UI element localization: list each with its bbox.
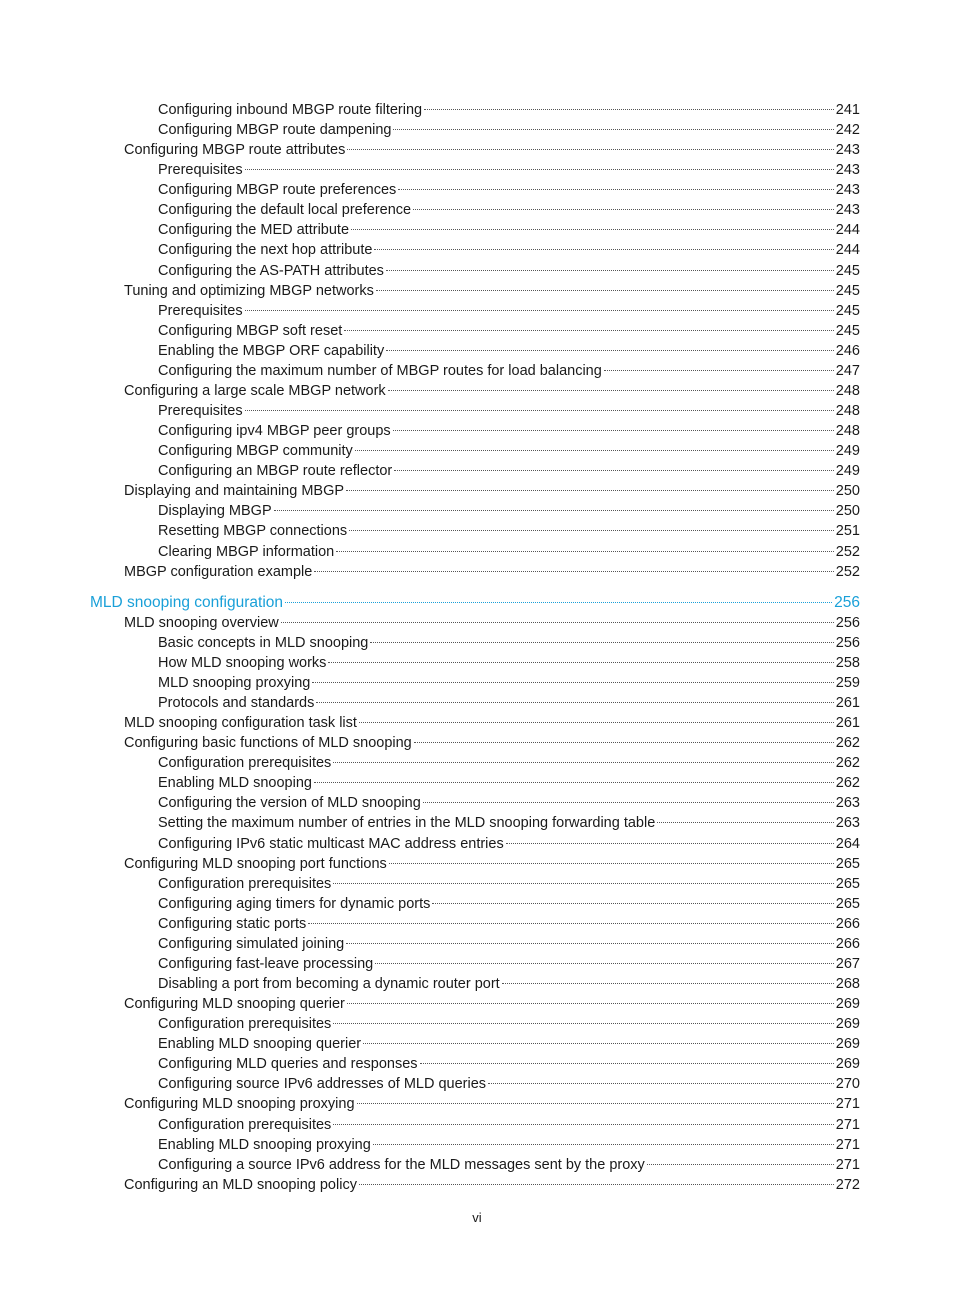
dot-leader	[312, 682, 833, 683]
toc-entry-link[interactable]	[124, 481, 860, 501]
toc-entry-link[interactable]	[158, 673, 860, 693]
toc-page-number: 265	[835, 855, 860, 872]
toc-page-number: 247	[835, 362, 860, 379]
toc-entry-title: Configuring the maximum number of MBGP routes for load balancing	[158, 362, 602, 379]
toc-page-number: 248	[835, 423, 860, 440]
toc-entry-link[interactable]	[124, 994, 860, 1014]
toc-entry-title: Enabling MLD snooping proxying	[158, 1136, 371, 1153]
dot-leader	[363, 1043, 834, 1044]
toc-entry-link[interactable]	[158, 1135, 860, 1155]
toc-page-number: 263	[835, 815, 860, 832]
toc-entry-link[interactable]	[158, 361, 860, 381]
toc-entry-title: Basic concepts in MLD snooping	[158, 634, 369, 651]
toc-page-number: 263	[835, 795, 860, 812]
toc-entry-title: Configuring simulated joining	[158, 935, 345, 952]
toc-entry-link[interactable]	[158, 653, 860, 673]
toc-page-number: 250	[835, 503, 860, 520]
toc-entry-title: Protocols and standards	[158, 695, 315, 712]
toc-entry-link[interactable]	[158, 1014, 860, 1034]
toc-page-number: 256	[834, 593, 860, 611]
toc-page-number: 262	[835, 775, 860, 792]
toc-page-number: 252	[835, 543, 860, 560]
toc-entry-link[interactable]	[158, 1054, 860, 1074]
toc-page-number: 245	[835, 322, 860, 339]
toc-entry-title: Enabling MLD snooping	[158, 775, 312, 792]
dot-leader	[355, 450, 834, 451]
toc-entry-title: Configuring a source IPv6 address for the MLD messages sent by the proxy	[158, 1156, 645, 1173]
toc-entry-title: Clearing MBGP information	[158, 543, 335, 560]
toc-entry-title: MLD snooping overview	[124, 614, 279, 631]
dot-leader	[375, 963, 834, 964]
toc-entry-link[interactable]	[158, 753, 860, 773]
dot-leader	[333, 883, 834, 884]
toc-page-number: 269	[835, 1056, 860, 1073]
toc-page-number: 271	[835, 1136, 860, 1153]
toc-entry-title: Configuring the MED attribute	[158, 222, 350, 239]
toc-page-number: 269	[835, 996, 860, 1013]
toc-entry-title: Configuring MLD snooping proxying	[124, 1096, 355, 1113]
toc-entry-title: Resetting MBGP connections	[158, 523, 348, 540]
toc-page-number: 244	[835, 242, 860, 259]
toc-entry-title: MLD snooping configuration	[90, 593, 284, 611]
toc-entry-link[interactable]	[158, 974, 860, 994]
dot-leader	[359, 722, 834, 723]
toc-entry-title: Configuring the next hop attribute	[158, 242, 373, 259]
dot-leader	[333, 762, 834, 763]
toc-entry-link[interactable]	[158, 954, 860, 974]
dot-leader	[285, 602, 832, 603]
toc-entry-title: Configuring inbound MBGP route filtering	[158, 102, 423, 118]
toc-entry-title: Prerequisites	[158, 162, 243, 179]
toc-page-number: 258	[835, 654, 860, 671]
toc-entry-title: Configuring ipv4 MBGP peer groups	[158, 423, 391, 440]
toc-chapter-link[interactable]	[90, 593, 860, 613]
toc-entry-link[interactable]	[158, 261, 860, 281]
page-number: vi	[472, 1210, 482, 1225]
toc-entry-title: How MLD snooping works	[158, 654, 327, 671]
toc-page-number: 248	[835, 403, 860, 420]
toc-entry-title: Tuning and optimizing MBGP networks	[124, 282, 374, 299]
dot-leader	[274, 510, 834, 511]
toc-page-number: 245	[835, 282, 860, 299]
dot-leader	[506, 843, 834, 844]
toc-entry-link[interactable]	[158, 220, 860, 240]
toc-entry-link[interactable]	[158, 160, 860, 180]
toc-entry-title: Configuring MBGP route preferences	[158, 182, 397, 199]
dot-leader	[647, 1164, 834, 1165]
dot-leader	[389, 863, 834, 864]
dot-leader	[333, 1023, 834, 1024]
toc-page-number: 272	[835, 1176, 860, 1193]
toc-page-number: 243	[835, 142, 860, 159]
toc-entry-link[interactable]	[158, 542, 860, 562]
toc-page-number: 241	[835, 102, 860, 118]
toc-entry-link[interactable]	[124, 562, 860, 582]
toc-page-number: 270	[835, 1076, 860, 1093]
toc-entry-link[interactable]	[158, 441, 860, 461]
toc-entry-link[interactable]	[158, 834, 860, 854]
toc-page-number: 244	[835, 222, 860, 239]
dot-leader	[351, 229, 834, 230]
toc-entry-link[interactable]	[158, 813, 860, 833]
toc-page-number: 264	[835, 835, 860, 852]
toc-entry-title: Configuring MBGP soft reset	[158, 322, 343, 339]
dot-leader	[245, 169, 834, 170]
toc-entry-link[interactable]	[158, 200, 860, 220]
toc-page-number: 243	[835, 182, 860, 199]
dot-leader	[393, 129, 833, 130]
dot-leader	[281, 622, 834, 623]
toc-entry-link[interactable]	[124, 1094, 860, 1114]
toc-page-number: 265	[835, 895, 860, 912]
toc-entry-title: Configuring MBGP route attributes	[124, 142, 346, 159]
toc-entry-title: Configuring MLD snooping port functions	[124, 855, 387, 872]
toc-page-number: 251	[835, 523, 860, 540]
toc-entry-title: Configuring fast-leave processing	[158, 955, 374, 972]
dot-leader	[316, 702, 833, 703]
toc-page-number: 269	[835, 1016, 860, 1033]
toc-entry-title: Configuring MLD snooping querier	[124, 996, 345, 1013]
toc-entry-title: Configuration prerequisites	[158, 755, 332, 772]
toc-page-number: 271	[835, 1156, 860, 1173]
toc-entry-title: Displaying and maintaining MBGP	[124, 483, 345, 500]
toc-page-number: 250	[835, 483, 860, 500]
toc-entry-link[interactable]	[124, 1175, 860, 1195]
toc-entry-title: MLD snooping configuration task list	[124, 715, 357, 732]
toc-entry-title: Configuring IPv6 static multicast MAC address entries	[158, 835, 504, 852]
dot-leader	[333, 1124, 834, 1125]
toc-entry-title: Configuration prerequisites	[158, 875, 332, 892]
dot-leader	[344, 330, 834, 331]
dot-leader	[346, 490, 834, 491]
toc-page-number: 261	[835, 715, 860, 732]
toc-entry-title: Configuration prerequisites	[158, 1116, 332, 1133]
toc-entry-title: Configuring source IPv6 addresses of MLD queries	[158, 1076, 487, 1093]
toc-entry-title: Enabling the MBGP ORF capability	[158, 342, 385, 359]
dot-leader	[245, 410, 834, 411]
toc-entry-link[interactable]	[158, 120, 860, 140]
toc-entry-title: Displaying MBGP	[158, 503, 272, 520]
toc-page-number: 266	[835, 935, 860, 952]
toc-entry-link[interactable]	[158, 321, 860, 341]
toc-page-number: 242	[835, 122, 860, 139]
toc-entry-link[interactable]	[158, 773, 860, 793]
dot-leader	[420, 1063, 834, 1064]
toc-entry-link[interactable]	[158, 100, 860, 120]
toc-page-number: 243	[835, 202, 860, 219]
toc-entry-link[interactable]	[158, 421, 860, 441]
toc-entry-title: Setting the maximum number of entries in the MLD snooping forwarding table	[158, 815, 656, 832]
toc-entry-title: Configuring the default local preference	[158, 202, 412, 219]
dot-leader	[376, 290, 834, 291]
dot-leader	[347, 149, 833, 150]
dot-leader	[349, 530, 834, 531]
toc-entry-link[interactable]	[158, 180, 860, 200]
toc-page-number: 245	[835, 262, 860, 279]
toc-page-number: 259	[835, 674, 860, 691]
toc-entry-title: MBGP configuration example	[124, 563, 313, 580]
toc-entry-title: Disabling a port from becoming a dynamic router port	[158, 976, 500, 992]
toc-entry-title: Configuring basic functions of MLD snooping	[124, 735, 412, 752]
dot-leader	[386, 270, 834, 271]
dot-leader	[393, 430, 834, 431]
toc-entry-link[interactable]	[124, 713, 860, 733]
toc-page-number: 271	[835, 1116, 860, 1133]
toc-entry-link[interactable]	[158, 874, 860, 894]
dot-leader	[346, 943, 834, 944]
toc-entry-title: Configuring the AS-PATH attributes	[158, 262, 384, 279]
toc-page-number: 248	[835, 382, 860, 399]
dot-leader	[347, 1003, 834, 1004]
dot-leader	[370, 642, 833, 643]
dot-leader	[432, 903, 833, 904]
dot-leader	[373, 1144, 834, 1145]
dot-leader	[245, 310, 834, 311]
toc-entry-title: MLD snooping proxying	[158, 674, 311, 691]
dot-leader	[308, 923, 834, 924]
dot-leader	[502, 983, 834, 984]
toc-entry-link[interactable]	[158, 240, 860, 260]
dot-leader	[488, 1083, 834, 1084]
toc-entry-title: Configuring MBGP community	[158, 443, 353, 460]
toc-entry-title: Configuring an MBGP route reflector	[158, 463, 393, 480]
dot-leader	[314, 782, 834, 783]
toc-entry-link[interactable]	[158, 1074, 860, 1094]
dot-leader	[604, 370, 834, 371]
toc-entry-title: Configuring a large scale MBGP network	[124, 382, 386, 399]
toc-page-number: 269	[835, 1036, 860, 1053]
toc-entry-link[interactable]	[158, 401, 860, 421]
toc-page-number: 243	[835, 162, 860, 179]
toc-page-number: 249	[835, 443, 860, 460]
toc-page-number: 262	[835, 735, 860, 752]
toc-entry-link[interactable]	[158, 633, 860, 653]
toc-page-number: 262	[835, 755, 860, 772]
dot-leader	[388, 390, 834, 391]
toc-entry-link[interactable]	[124, 733, 860, 753]
toc-entry-title: Configuring static ports	[158, 915, 307, 932]
toc-entry-link[interactable]	[158, 501, 860, 521]
toc-page-number: 271	[835, 1096, 860, 1113]
toc-entry-title: Configuring MLD queries and responses	[158, 1056, 418, 1073]
toc-page-number: 267	[835, 955, 860, 972]
toc-entry-link[interactable]	[158, 1155, 860, 1175]
dot-leader	[357, 1103, 834, 1104]
toc-entry-link[interactable]	[158, 341, 860, 361]
toc-entry-link[interactable]	[158, 521, 860, 541]
toc-entry-title: Prerequisites	[158, 302, 243, 319]
toc-entry-title: Configuring aging timers for dynamic ports	[158, 895, 431, 912]
toc-page-number: 268	[835, 976, 860, 992]
dot-leader	[386, 350, 834, 351]
toc-entry-link[interactable]	[158, 894, 860, 914]
toc-entry-link[interactable]	[158, 693, 860, 713]
toc-entry-link[interactable]	[124, 613, 860, 633]
toc-page-number: 261	[835, 695, 860, 712]
toc-entry-link[interactable]	[158, 914, 860, 934]
toc-entry-link[interactable]	[124, 281, 860, 301]
toc-entry-link[interactable]	[124, 140, 860, 160]
toc-entry-title: Configuring MBGP route dampening	[158, 122, 392, 139]
toc-page-number: 249	[835, 463, 860, 480]
dot-leader	[414, 742, 834, 743]
dot-leader	[424, 109, 834, 110]
toc-page-number: 246	[835, 342, 860, 359]
toc-page-number: 252	[835, 563, 860, 580]
toc-page-number: 266	[835, 915, 860, 932]
toc-page-number: 256	[835, 634, 860, 651]
toc-page-number: 256	[835, 614, 860, 631]
toc-page-number: 265	[835, 875, 860, 892]
dot-leader	[328, 662, 833, 663]
toc-page-number: 245	[835, 302, 860, 319]
dot-leader	[394, 470, 834, 471]
toc-entry-link[interactable]	[158, 301, 860, 321]
toc-entry-link[interactable]	[158, 1034, 860, 1054]
dot-leader	[336, 551, 834, 552]
dot-leader	[374, 249, 833, 250]
toc-entry-link[interactable]	[124, 381, 860, 401]
toc-entry-link[interactable]	[158, 1115, 860, 1135]
toc-entry-title: Prerequisites	[158, 403, 243, 420]
dot-leader	[359, 1184, 834, 1185]
dot-leader	[398, 189, 833, 190]
dot-leader	[413, 209, 834, 210]
toc-entry-title: Configuring the version of MLD snooping	[158, 795, 421, 812]
toc-entry-title: Configuring an MLD snooping policy	[124, 1176, 357, 1193]
toc-entry-link[interactable]	[124, 854, 860, 874]
toc-entry-link[interactable]	[158, 793, 860, 813]
toc-entry-link[interactable]	[158, 934, 860, 954]
dot-leader	[423, 802, 834, 803]
toc-entry-title: Configuration prerequisites	[158, 1016, 332, 1033]
dot-leader	[657, 822, 834, 823]
toc-entry-link[interactable]	[158, 461, 860, 481]
dot-leader	[314, 571, 833, 572]
toc-entry-title: Enabling MLD snooping querier	[158, 1036, 362, 1053]
